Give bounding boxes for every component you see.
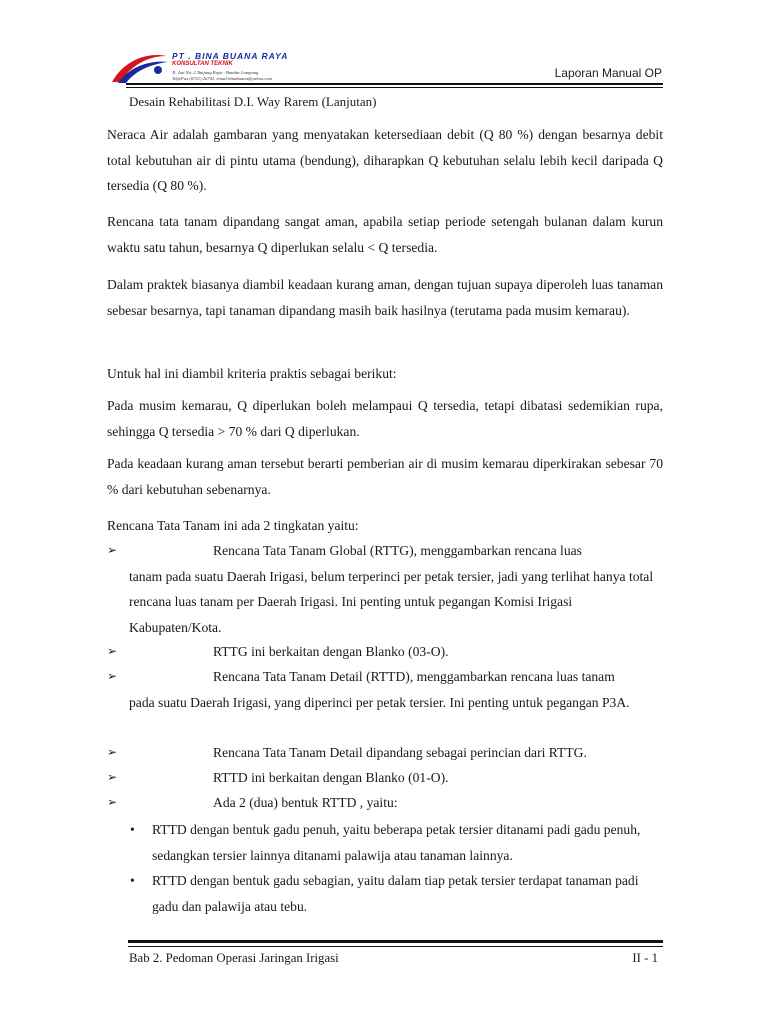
arrow-list-item	[107, 765, 663, 791]
header-rule	[126, 83, 663, 85]
arrow-bullet-icon: ➢	[107, 770, 118, 784]
bullet-dot-icon: •	[130, 873, 135, 888]
arrow-list-item	[107, 639, 663, 665]
bullet-text: RTTD dengan bentuk gadu penuh, yaitu beberapa petak tersier ditanami padi gadu penuh, sedangkan tersier lainnya ditanami palawija atau tanaman lainnya.	[152, 822, 641, 863]
paragraph: Rencana tata tanam dipandang sangat aman, apabila setiap periode setengah bulanan dalam kurun waktu satu tahun, besarnya Q diperlukan selalu < Q tersedia.	[107, 214, 663, 255]
paragraph: Untuk hal ini diambil kriteria praktis sebagai berikut:	[107, 366, 397, 381]
bullet-dot-icon: •	[130, 822, 135, 837]
arrow-list-item	[107, 538, 663, 640]
arrow-bullet-icon: ➢	[107, 795, 118, 809]
arrow-list-item	[107, 664, 663, 715]
arrow-bullet-icon: ➢	[107, 669, 118, 683]
company-name: PT . BINA BUANA RAYA	[172, 51, 289, 61]
company-address	[172, 70, 272, 82]
address-line: Jl. Jati No. 2 Tanjung Raya - Bandar Lampung	[172, 70, 259, 75]
item-continuation: pada suatu Daerah Irigasi, yang diperinci per petak tersier. Ini penting untuk pegangan P3A.	[129, 694, 630, 710]
report-label: Laporan Manual OP	[554, 66, 662, 80]
footer-rule-thin	[128, 946, 663, 947]
arrow-list-item	[107, 740, 663, 766]
page-subtitle: Desain Rehabilitasi D.I. Way Rarem (Lanjutan)	[129, 94, 377, 109]
bullet-list-item	[130, 868, 663, 919]
bullet-text: RTTD dengan bentuk gadu sebagian, yaitu dalam tiap petak tersier terdapat tanaman padi gadu dan palawija atau tebu.	[152, 873, 639, 914]
paragraph: Pada musim kemarau, Q diperlukan boleh melampaui Q tersedia, tetapi dibatasi sedemikian rupa, sehingga Q tersedia > 70 % dari Q diperlukan.	[107, 398, 663, 439]
item-lead: Rencana Tata Tanam Detail (RTTD), menggambarkan rencana luas tanam	[213, 669, 615, 684]
paragraph: Dalam praktek biasanya diambil keadaan kurang aman, dengan tujuan supaya diperoleh luas tanaman sebesar besarnya, tapi tanaman dipandang masih baik hasilnya (terutama pada musim kemarau).	[107, 277, 663, 318]
footer-rule	[128, 940, 663, 943]
item-lead: Rencana Tata Tanam Detail dipandang sebagai perincian dari RTTG.	[213, 745, 587, 760]
footer-chapter: Bab 2. Pedoman Operasi Jaringan Irigasi	[129, 951, 339, 965]
swoosh-logo-icon	[110, 52, 170, 86]
header-rule-thin	[126, 87, 663, 88]
item-lead: RTTG ini berkaitan dengan Blanko (03-O).	[213, 644, 449, 659]
arrow-bullet-icon: ➢	[107, 644, 118, 658]
contact-line: Telp/Fax (0721) 26702, email:binabuana@yahoo.com	[172, 76, 273, 81]
company-tagline: KONSULTAN TEKNIK	[172, 61, 233, 67]
arrow-bullet-icon: ➢	[107, 543, 118, 557]
paragraph: Neraca Air adalah gambaran yang menyatakan ketersediaan debit (Q 80 %) dengan besarnya debit total kebutuhan air di pintu utama (bendung), diharapkan Q kebutuhan selalu lebih kecil daripada Q tersedia (Q 80 %).	[107, 127, 663, 193]
arrow-list-item	[107, 790, 663, 816]
item-lead: Rencana Tata Tanam Global (RTTG), menggambarkan rencana luas	[213, 543, 582, 558]
arrow-bullet-icon: ➢	[107, 745, 118, 759]
item-lead: RTTD ini berkaitan dengan Blanko (01-O).	[213, 770, 449, 785]
item-continuation: tanam pada suatu Daerah Irigasi, belum terperinci per petak tersier, jadi yang terlihat hanya total rencana luas tanam per Daerah Irigasi. Ini penting untuk pegangan Komisi Irigasi Kabupaten/Kota.	[129, 568, 654, 635]
item-lead: Ada 2 (dua) bentuk RTTD , yaitu:	[213, 795, 398, 810]
bullet-list-item	[130, 817, 663, 868]
page-number: II - 1	[632, 951, 658, 965]
paragraph: Pada keadaan kurang aman tersebut berarti pemberian air di musim kemarau diperkirakan sebesar 70 % dari kebutuhan sebenarnya.	[107, 456, 663, 497]
paragraph: Rencana Tata Tanam ini ada 2 tingkatan yaitu:	[107, 518, 359, 533]
